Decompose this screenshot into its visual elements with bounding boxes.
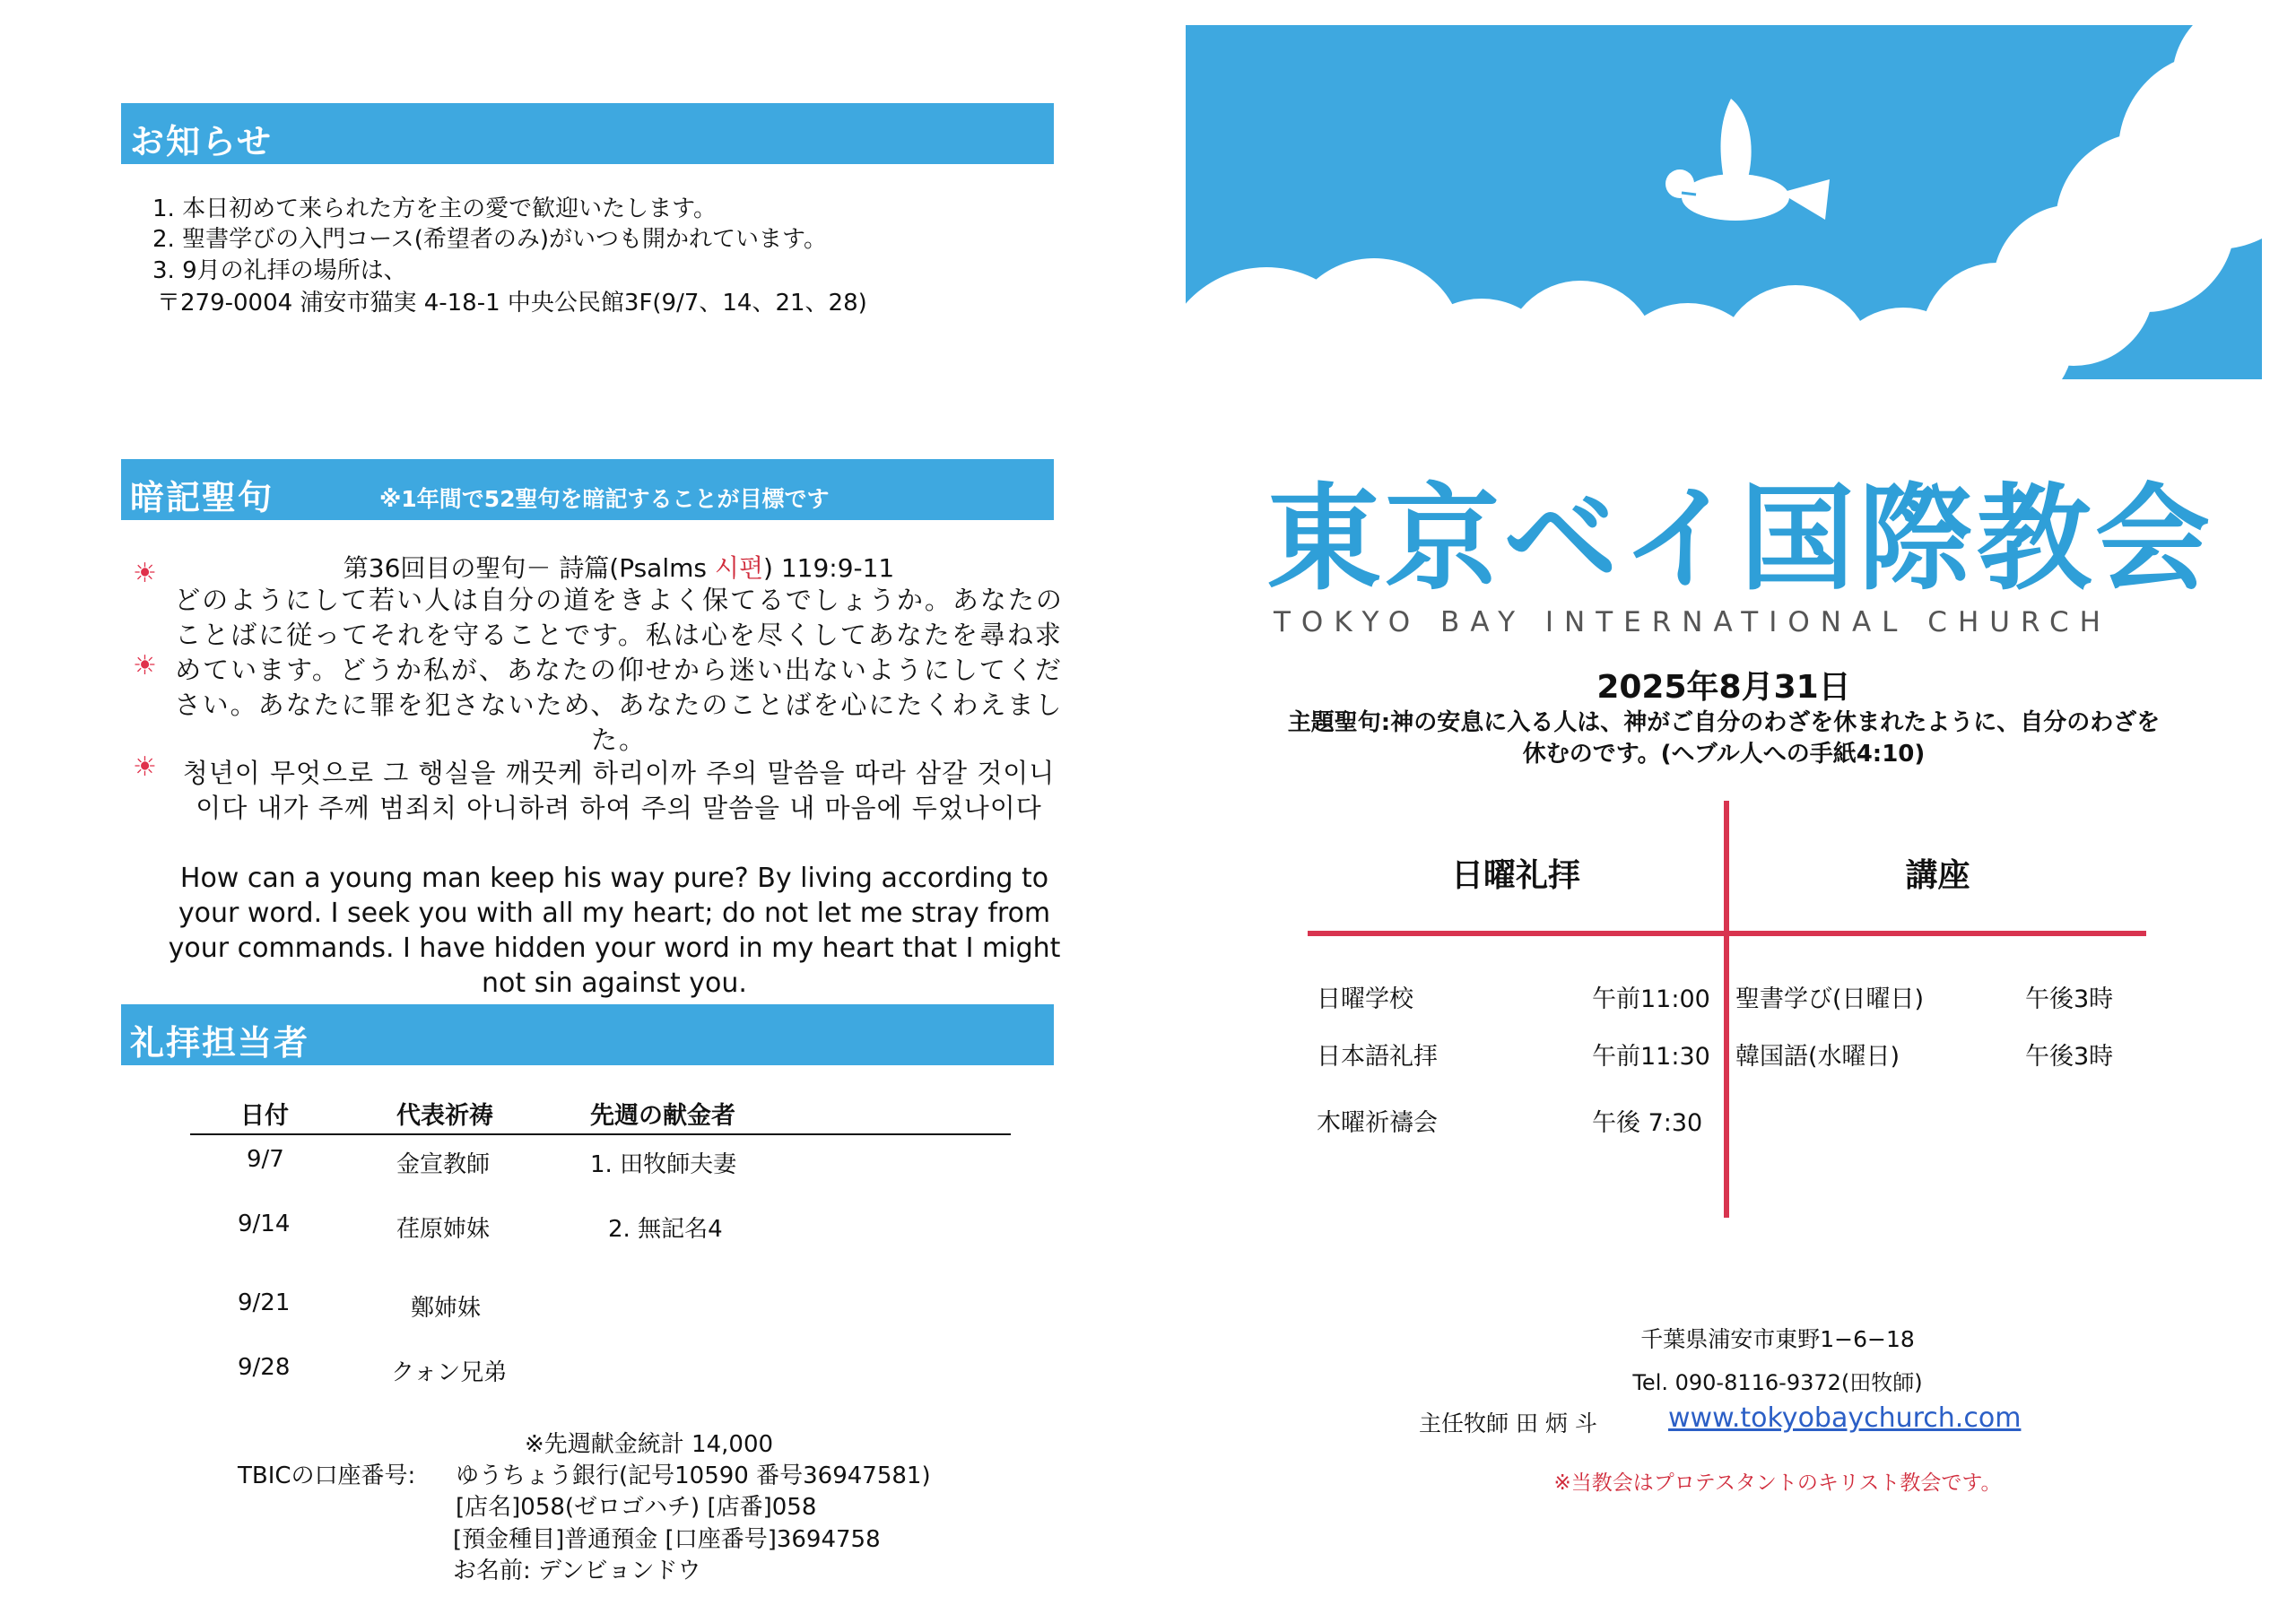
column-offering: 先週の献金者 bbox=[590, 1102, 735, 1130]
notice-address: 〒279-0004 浦安市猫実 4-18-1 中央公民館3F(9/7、14、21、28) bbox=[157, 290, 867, 317]
row-date: 9/28 bbox=[238, 1354, 291, 1381]
lecture-item-time: 午後3時 bbox=[2025, 985, 2114, 1013]
verse-korean: 청년이 무엇으로 그 행실을 깨끗케 하리이까 주의 말씀을 따라 삼갈 것이니이다 내가 주께 범죄치 아니하려 하여 주의 말씀을 내 마음에 두었나이다 bbox=[182, 758, 1056, 823]
column-date: 日付 bbox=[240, 1102, 289, 1130]
church-name-english: TOKYO BAY INTERNATIONAL CHURCH bbox=[1274, 606, 2111, 638]
account-line: [預金種目]普通預金 [口座番号]3694758 bbox=[453, 1526, 881, 1553]
row-prayer: クォン兄弟 bbox=[391, 1359, 508, 1386]
memory-header-bar bbox=[121, 459, 1054, 520]
verse-reference-korean: 시편 bbox=[714, 553, 763, 583]
memory-heading: 暗記聖句 bbox=[130, 478, 274, 517]
sun-icon: ☀ bbox=[133, 650, 157, 681]
cross-horizontal-line bbox=[1308, 931, 2146, 936]
row-date: 9/7 bbox=[247, 1146, 284, 1173]
notice-item-2: 2. 聖書学びの入門コース(希望者のみ)がいつも開かれています。 bbox=[152, 226, 827, 253]
row-prayer: 金宣教師 bbox=[396, 1151, 491, 1178]
memory-goal-note: ※1年間で52聖句を暗記することが目標です bbox=[379, 486, 830, 512]
notices-heading: お知らせ bbox=[130, 122, 273, 161]
sunday-worship-title: 日曜礼拝 bbox=[1450, 857, 1580, 894]
row-offering: 2. 無記名4 bbox=[608, 1216, 723, 1243]
sun-icon: ☀ bbox=[133, 558, 157, 589]
account-line: お名前: デンビョンドウ bbox=[453, 1558, 701, 1584]
lecture-item-name: 聖書学び(日曜日) bbox=[1735, 985, 1925, 1013]
notice-item-1: 1. 本日初めて来られた方を主の愛で歓迎いたします。 bbox=[152, 195, 717, 222]
schedule-item-name: 日曜学校 bbox=[1317, 985, 1413, 1013]
lectures-title: 講座 bbox=[1905, 857, 1970, 894]
account-label: TBICの口座番号: bbox=[238, 1462, 416, 1489]
row-offering: 1. 田牧師夫妻 bbox=[590, 1151, 737, 1178]
church-address: 千葉県浦安市東野1−6−18 bbox=[1640, 1326, 1915, 1352]
theme-verse-line2: 休むのです。(ヘブル人への手紙4:10) bbox=[1522, 741, 1926, 768]
table-divider bbox=[190, 1133, 1011, 1135]
account-line: ゆうちょう銀行(記号10590 番号36947581) bbox=[456, 1462, 931, 1489]
dove-icon bbox=[1646, 94, 1834, 247]
lecture-item-time: 午後3時 bbox=[2025, 1043, 2114, 1071]
schedule-item-name: 木曜祈禱会 bbox=[1317, 1109, 1438, 1137]
verse-english: How can a young man keep his way pure? By living according to your word. I seek you with all my heart; do not let me stray from your commands. I have hidden your word in my heart that I might not sin against you. bbox=[168, 863, 1061, 999]
schedule-item-name: 日本語礼拝 bbox=[1317, 1043, 1438, 1071]
sun-icon: ☀ bbox=[133, 751, 157, 783]
verse-japanese: どのようにして若い人は自分の道をきよく保てるでしょうか。あなたのことばに従ってそれを守ることです。私は心を尽くしてあなたを尋ね求めています。どうか私が、あなたの仰せから迷い出ないようにしてください。あなたに罪を犯さないため、あなたのことばを心にたくわえました。 bbox=[174, 585, 1064, 755]
row-prayer: 鄭姉妹 bbox=[411, 1295, 482, 1322]
schedule-item-time: 午後 7:30 bbox=[1592, 1109, 1703, 1137]
website-link[interactable]: www.tokyobaychurch.com bbox=[1668, 1402, 2022, 1434]
column-prayer: 代表祈祷 bbox=[396, 1102, 493, 1130]
offering-total: ※先週献金統計 14,000 bbox=[525, 1431, 774, 1458]
bulletin-date: 2025年8月31日 bbox=[1596, 669, 1851, 706]
notice-item-3: 3. 9月の礼拝の場所は、 bbox=[152, 257, 407, 284]
row-prayer: 荏原姉妹 bbox=[396, 1216, 491, 1243]
theme-verse-line1: 主題聖句:神の安息に入る人は、神がご自分のわざを休まれたように、自分のわざを bbox=[1287, 709, 2161, 736]
protestant-note: ※当教会はプロテスタントのキリスト教会です。 bbox=[1553, 1471, 2002, 1495]
account-line: [店名]058(ゼロゴハチ) [店番]058 bbox=[456, 1494, 817, 1521]
church-phone: Tel. 090-8116-9372(田牧師) bbox=[1632, 1370, 1923, 1395]
church-name: 東京ベイ国際教会 bbox=[1266, 473, 2214, 606]
worship-heading: 礼拝担当者 bbox=[130, 1023, 310, 1063]
notices-header-bar bbox=[121, 103, 1054, 164]
pastor-name: 主任牧師 田 炳 斗 bbox=[1419, 1410, 1597, 1436]
schedule-item-time: 午前11:00 bbox=[1592, 985, 1710, 1013]
lecture-item-name: 韓国語(水曜日) bbox=[1735, 1043, 1900, 1071]
row-date: 9/14 bbox=[238, 1211, 291, 1237]
verse-reference: 第36回目の聖句－ 詩篇(Psalms 시편) 119:9-11 bbox=[343, 553, 895, 583]
worship-header-bar bbox=[121, 1004, 1054, 1065]
row-date: 9/21 bbox=[238, 1289, 291, 1316]
schedule-item-time: 午前11:30 bbox=[1592, 1043, 1710, 1071]
